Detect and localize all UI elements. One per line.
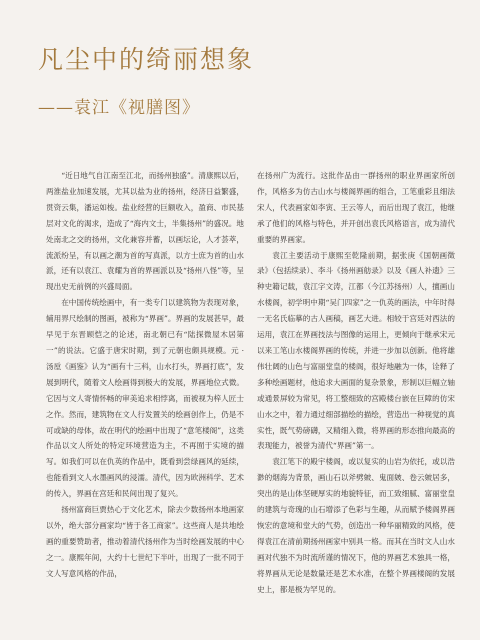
article-title: 凡尘中的绮丽想象: [38, 45, 255, 74]
paragraph: 扬州富商巨贾热心于文化艺术，除去少数扬州本地画家以外，绝大部分画家均“皆于各工商家”。这些商人是共地绘画的重要赞助者，推动着清代扬州作为当时绘画发展的中心之一。康熙年间，大约十七世纪下半叶，出现了一批不同于文人写意风格的作品，: [46, 505, 244, 578]
paragraph: “近日地气自江南至江北，而扬州独盛”。清康熙以后，两淮盐业加速发展，尤其以盐为业的扬州，经济日益繁盛，贯资云集，潘运如梭。盐业经营的巨额收入，盈商、市民基层对文化的渴求，造成了“海内文士，半集扬州”的盛况。地处南北之交的扬州，文化兼容并蓄，以画坛论，人才荟萃，流派纷呈，有以画之潮为首的写真派，以方士庶为首的山水派，还有以袁江、袁耀为首的界画派以及“扬州八怪”等，呈现出史无前例的兴盛局面。: [46, 171, 244, 292]
article-subtitle: ——袁江《视膳图》: [38, 98, 200, 118]
paragraph: 袁江主要活动于康熙至乾隆前期，据张庚《国朝画徵录》（包括续录）、李斗《扬州画舫录》以及《画人补遗》三种史籍记载，袁江字文涛，江都（今江苏扬州）人，擅画山水楼阁，初学明中期“吴门四家”之一仇英的画法，中年时得一无名氏临摹的古人画稿，画艺大进。相较于宫廷对西法的运用，袁江在界画技法与图像的运用上，更倾向于继承宋元以来工笔山水楼阁界画的传统，并进一步加以创新。他将雄伟壮阔的山色与富丽堂皇的楼阁，很好地融为一体，诠释了多种绘画题材，他追求大画面的复杂景象，形制以巨幅立轴或通景屏较为常见，将工整细致的宫殿楼台嵌在巨障的仿宋山水之中，着力通过细部描绘的描绘，营造出一种视觉的真实性，既气势磅礴，又精细入微，将界画的形态推向最高的表现能力，被誉为清代“界画”第一。: [257, 250, 455, 451]
left-column: [46, 168, 244, 582]
paragraph: 袁江笔下的殿宇楼阁，或以复实的山岩为依托，或以浩渺的烟海为背景，画山石以斧劈皴、鬼面皴、卷云皴居多，突出的是山体坚硬厚实的地貌特征，而工致细腻、富丽堂皇的建筑与奇瑰的山石增添了色彩与生趣，从而赋予楼阁界画恢宏的意境和堂大的气势，创造出一种华丽精致的风格，使得袁江在清前期扬州画家中别具一格。而其在当时文人山水画对代独不为时流所谨的情况下，他的界画艺术独具一格，将界画从无论是数量还是艺术水准，在整个界画楼阁的发展史上，都是极为罕见的。: [257, 457, 455, 594]
paragraph: 在扬州广为流行。这批作品由一群扬州的职业界画家所创作，风格多为仿古山水与楼阁界画的组合，工笔重彩且细法宋人，代表画家如李寅、王云等人，而后出现了袁江，他继承了他们的风格与特色，并开创出袁氏风格语言，成为清代重要的界画家。: [257, 171, 455, 244]
paragraph: 在中国传统绘画中，有一类专门以建筑物为表现对象，辅用界尺绘制的图画，被称为“界画”。界画的发展甚早，最早见于东晋顾恺之的论述，南北朝已有“陆探微屋木居第一”的说法。它盛于唐宋时期，到了元朝也颇具规模。元 · 汤垕《画鉴》认为“画有十三科，山水打头，界画打底”，发展到明代，随着文人绘画得到极大的发展，界画地位式微。它因与文人寄情怀畅的审美追求相悖离，而被视为梓人匠士之作。然而，建筑物在文人行发置关的绘画创作上，仍是不可或缺的母体，故在明代的绘画中出现了“意笔楼阁”，这类作品以文人所处的特定环境营造为主，不再囿于实境的描写。如我们可以在仇英的作品中，既看到尝绿画风的延续，也能看到文人水墨画风的浸濡。清代，因为欧洲科学、艺术的传入，界画在宫廷和民间出现了复兴。: [46, 298, 244, 499]
right-column: [257, 168, 455, 597]
